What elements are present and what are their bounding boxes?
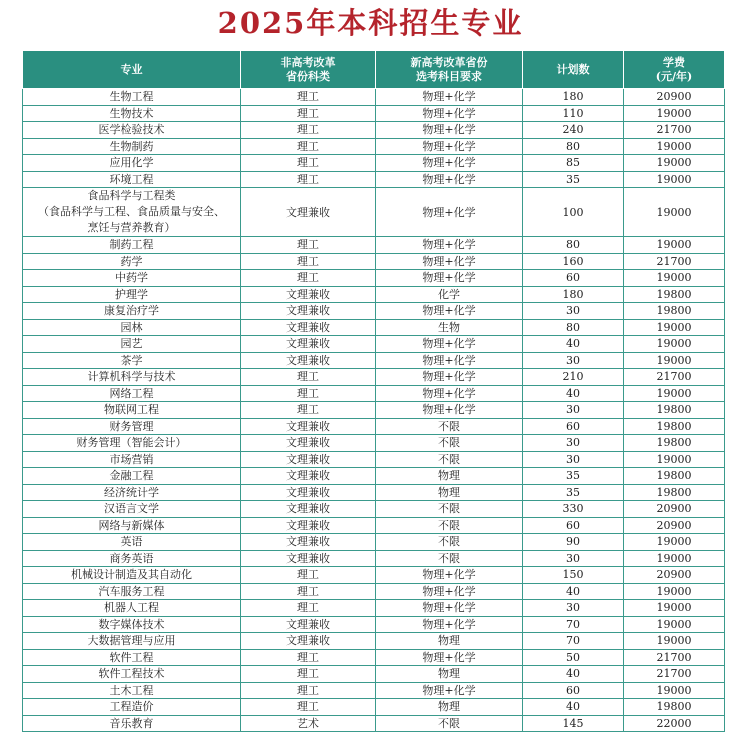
cell-category: 文理兼收 [241, 303, 376, 320]
cell-category: 文理兼收 [241, 517, 376, 534]
cell-major: 英语 [23, 534, 241, 551]
cell-plan: 70 [523, 633, 624, 650]
header-major: 专业 [23, 51, 241, 89]
cell-major: 软件工程技术 [23, 666, 241, 683]
cell-major: 园艺 [23, 336, 241, 353]
cell-subjects: 化学 [376, 286, 523, 303]
cell-major-line: （食品科学与工程、食品质量与安全、 [38, 205, 225, 218]
cell-tuition: 19800 [624, 484, 725, 501]
cell-major: 计算机科学与技术 [23, 369, 241, 386]
cell-subjects: 物理+化学 [376, 600, 523, 617]
cell-category: 理工 [241, 155, 376, 172]
cell-category: 文理兼收 [241, 286, 376, 303]
cell-category: 理工 [241, 600, 376, 617]
cell-major: 数字媒体技术 [23, 616, 241, 633]
table-row [23, 666, 725, 683]
cell-subjects: 物理+化学 [376, 105, 523, 122]
table-row [23, 468, 725, 485]
cell-subjects: 物理+化学 [376, 89, 523, 106]
cell-category: 理工 [241, 583, 376, 600]
cell-tuition: 19000 [624, 682, 725, 699]
cell-plan: 30 [523, 303, 624, 320]
cell-tuition: 22000 [624, 715, 725, 732]
cell-major: 市场营销 [23, 451, 241, 468]
cell-tuition: 19000 [624, 583, 725, 600]
cell-subjects: 物理 [376, 468, 523, 485]
cell-category: 艺术 [241, 715, 376, 732]
table-row [23, 385, 725, 402]
header-tuition: 学费 (元/年) [624, 51, 725, 89]
cell-category: 理工 [241, 270, 376, 287]
cell-major: 财务管理 [23, 418, 241, 435]
cell-category: 理工 [241, 237, 376, 254]
cell-plan: 180 [523, 286, 624, 303]
cell-tuition: 19000 [624, 352, 725, 369]
cell-subjects: 不限 [376, 501, 523, 518]
cell-subjects: 不限 [376, 534, 523, 551]
table-row [23, 699, 725, 716]
cell-category: 文理兼收 [241, 336, 376, 353]
cell-subjects: 物理+化学 [376, 385, 523, 402]
admissions-table [22, 51, 725, 732]
cell-major: 软件工程 [23, 649, 241, 666]
header-category: 非高考改革 省份科类 [241, 51, 376, 89]
table-row [23, 567, 725, 584]
cell-major: 医学检验技术 [23, 122, 241, 139]
cell-tuition: 19000 [624, 237, 725, 254]
cell-plan: 145 [523, 715, 624, 732]
table-row [23, 682, 725, 699]
cell-subjects: 物理+化学 [376, 155, 523, 172]
cell-plan: 110 [523, 105, 624, 122]
table-row [23, 303, 725, 320]
cell-plan: 30 [523, 451, 624, 468]
header-plan: 计划数 [523, 51, 624, 89]
cell-plan: 40 [523, 666, 624, 683]
cell-tuition: 20900 [624, 567, 725, 584]
cell-subjects: 物理+化学 [376, 369, 523, 386]
cell-plan: 30 [523, 402, 624, 419]
table-row [23, 253, 725, 270]
cell-category: 理工 [241, 567, 376, 584]
cell-subjects: 不限 [376, 451, 523, 468]
table-row [23, 369, 725, 386]
cell-category: 文理兼收 [241, 468, 376, 485]
cell-major: 大数据管理与应用 [23, 633, 241, 650]
cell-major: 生物制药 [23, 138, 241, 155]
cell-tuition: 19000 [624, 138, 725, 155]
cell-tuition: 19800 [624, 286, 725, 303]
cell-plan: 180 [523, 89, 624, 106]
cell-tuition: 19000 [624, 270, 725, 287]
table-row [23, 286, 725, 303]
cell-tuition: 19000 [624, 616, 725, 633]
cell-major: 生物技术 [23, 105, 241, 122]
cell-major-line: 烹饪与营养教育） [87, 221, 176, 234]
cell-category: 理工 [241, 369, 376, 386]
cell-tuition: 19000 [624, 451, 725, 468]
cell-plan: 35 [523, 468, 624, 485]
table-row [23, 616, 725, 633]
table-body [23, 89, 725, 732]
cell-major: 网络工程 [23, 385, 241, 402]
cell-plan: 210 [523, 369, 624, 386]
cell-major: 经济统计学 [23, 484, 241, 501]
cell-plan: 85 [523, 155, 624, 172]
table-row [23, 600, 725, 617]
cell-subjects: 物理+化学 [376, 253, 523, 270]
table-row [23, 188, 725, 237]
table-row [23, 517, 725, 534]
cell-plan: 50 [523, 649, 624, 666]
cell-tuition: 20900 [624, 517, 725, 534]
table-row [23, 155, 725, 172]
cell-plan: 60 [523, 517, 624, 534]
table-row [23, 418, 725, 435]
table-header [23, 51, 725, 89]
table-row [23, 336, 725, 353]
cell-subjects: 物理+化学 [376, 352, 523, 369]
cell-subjects: 不限 [376, 418, 523, 435]
cell-plan: 35 [523, 171, 624, 188]
cell-tuition: 20900 [624, 501, 725, 518]
cell-subjects: 物理 [376, 484, 523, 501]
cell-category: 理工 [241, 89, 376, 106]
table-row [23, 633, 725, 650]
table-row [23, 715, 725, 732]
cell-plan: 100 [523, 188, 624, 237]
cell-plan: 70 [523, 616, 624, 633]
cell-subjects: 生物 [376, 319, 523, 336]
cell-subjects: 物理+化学 [376, 188, 523, 237]
cell-subjects: 物理+化学 [376, 138, 523, 155]
cell-tuition: 19800 [624, 435, 725, 452]
cell-tuition: 19800 [624, 303, 725, 320]
cell-plan: 240 [523, 122, 624, 139]
cell-category: 理工 [241, 171, 376, 188]
cell-plan: 40 [523, 583, 624, 600]
cell-category: 理工 [241, 105, 376, 122]
cell-plan: 80 [523, 237, 624, 254]
cell-subjects: 物理+化学 [376, 122, 523, 139]
page-title: 2025年本科招生专业 [217, 6, 524, 40]
cell-plan: 40 [523, 385, 624, 402]
cell-subjects: 物理+化学 [376, 336, 523, 353]
cell-major: 茶学 [23, 352, 241, 369]
cell-tuition: 21700 [624, 666, 725, 683]
cell-subjects: 物理+化学 [376, 616, 523, 633]
cell-tuition: 19000 [624, 188, 725, 237]
cell-subjects: 物理+化学 [376, 237, 523, 254]
table-row [23, 105, 725, 122]
cell-major: 商务英语 [23, 550, 241, 567]
cell-major: 汽车服务工程 [23, 583, 241, 600]
cell-tuition: 21700 [624, 122, 725, 139]
cell-tuition: 19000 [624, 633, 725, 650]
table-row [23, 534, 725, 551]
cell-tuition: 19800 [624, 402, 725, 419]
cell-major: 音乐教育 [23, 715, 241, 732]
cell-subjects: 物理+化学 [376, 270, 523, 287]
cell-subjects: 物理 [376, 699, 523, 716]
cell-tuition: 19000 [624, 336, 725, 353]
cell-tuition: 19000 [624, 171, 725, 188]
cell-tuition: 19800 [624, 699, 725, 716]
cell-category: 文理兼收 [241, 188, 376, 237]
cell-subjects: 不限 [376, 715, 523, 732]
cell-subjects: 物理+化学 [376, 649, 523, 666]
table-row [23, 138, 725, 155]
cell-subjects: 物理+化学 [376, 303, 523, 320]
table-row [23, 171, 725, 188]
cell-plan: 60 [523, 418, 624, 435]
cell-major-line: 食品科学与工程类 [87, 189, 176, 202]
cell-tuition: 19000 [624, 534, 725, 551]
cell-tuition: 19800 [624, 468, 725, 485]
cell-category: 文理兼收 [241, 319, 376, 336]
cell-major: 生物工程 [23, 89, 241, 106]
cell-category: 文理兼收 [241, 501, 376, 518]
cell-subjects: 不限 [376, 517, 523, 534]
cell-plan: 60 [523, 682, 624, 699]
table-row [23, 550, 725, 567]
cell-plan: 30 [523, 600, 624, 617]
cell-category: 理工 [241, 402, 376, 419]
cell-subjects: 物理+化学 [376, 682, 523, 699]
cell-major: 工程造价 [23, 699, 241, 716]
cell-major [23, 188, 241, 237]
cell-major: 土木工程 [23, 682, 241, 699]
cell-plan: 80 [523, 319, 624, 336]
header-subjects: 新高考改革省份 选考科目要求 [376, 51, 523, 89]
cell-category: 理工 [241, 666, 376, 683]
cell-major: 康复治疗学 [23, 303, 241, 320]
cell-plan: 60 [523, 270, 624, 287]
cell-category: 理工 [241, 138, 376, 155]
cell-category: 理工 [241, 122, 376, 139]
table-row [23, 89, 725, 106]
cell-subjects: 物理+化学 [376, 402, 523, 419]
cell-subjects: 不限 [376, 435, 523, 452]
cell-plan: 80 [523, 138, 624, 155]
cell-category: 理工 [241, 682, 376, 699]
cell-tuition: 19000 [624, 550, 725, 567]
cell-major: 网络与新媒体 [23, 517, 241, 534]
table-row [23, 451, 725, 468]
cell-subjects: 物理+化学 [376, 583, 523, 600]
cell-category: 文理兼收 [241, 435, 376, 452]
cell-plan: 160 [523, 253, 624, 270]
table-row [23, 122, 725, 139]
cell-category: 理工 [241, 385, 376, 402]
cell-subjects: 物理 [376, 666, 523, 683]
cell-subjects: 物理+化学 [376, 567, 523, 584]
cell-plan: 40 [523, 699, 624, 716]
cell-major: 护理学 [23, 286, 241, 303]
cell-plan: 40 [523, 336, 624, 353]
cell-category: 理工 [241, 699, 376, 716]
table-row [23, 649, 725, 666]
cell-category: 理工 [241, 649, 376, 666]
table-row [23, 270, 725, 287]
cell-tuition: 19000 [624, 600, 725, 617]
cell-major: 环境工程 [23, 171, 241, 188]
cell-plan: 30 [523, 352, 624, 369]
cell-plan: 330 [523, 501, 624, 518]
cell-tuition: 19800 [624, 418, 725, 435]
cell-major: 园林 [23, 319, 241, 336]
cell-major: 机械设计制造及其自动化 [23, 567, 241, 584]
cell-plan: 30 [523, 550, 624, 567]
cell-major: 汉语言文学 [23, 501, 241, 518]
cell-major: 制药工程 [23, 237, 241, 254]
table-row [23, 237, 725, 254]
table-row [23, 484, 725, 501]
table-row [23, 402, 725, 419]
cell-category: 理工 [241, 253, 376, 270]
cell-major: 物联网工程 [23, 402, 241, 419]
cell-category: 文理兼收 [241, 534, 376, 551]
cell-subjects: 不限 [376, 550, 523, 567]
cell-category: 文理兼收 [241, 352, 376, 369]
cell-subjects: 物理+化学 [376, 171, 523, 188]
cell-major: 药学 [23, 253, 241, 270]
table-row [23, 319, 725, 336]
table-row [23, 501, 725, 518]
cell-plan: 150 [523, 567, 624, 584]
cell-major: 财务管理（智能会计） [23, 435, 241, 452]
cell-tuition: 20900 [624, 89, 725, 106]
cell-category: 文理兼收 [241, 550, 376, 567]
cell-subjects: 物理 [376, 633, 523, 650]
cell-category: 文理兼收 [241, 418, 376, 435]
cell-tuition: 21700 [624, 253, 725, 270]
table-row [23, 352, 725, 369]
cell-tuition: 21700 [624, 369, 725, 386]
cell-tuition: 19000 [624, 105, 725, 122]
cell-tuition: 19000 [624, 385, 725, 402]
cell-tuition: 21700 [624, 649, 725, 666]
cell-category: 文理兼收 [241, 484, 376, 501]
cell-major: 机器人工程 [23, 600, 241, 617]
cell-category: 文理兼收 [241, 633, 376, 650]
cell-category: 文理兼收 [241, 451, 376, 468]
table-row [23, 435, 725, 452]
cell-tuition: 19000 [624, 319, 725, 336]
cell-plan: 35 [523, 484, 624, 501]
cell-major: 金融工程 [23, 468, 241, 485]
cell-major: 应用化学 [23, 155, 241, 172]
table-row [23, 583, 725, 600]
cell-plan: 90 [523, 534, 624, 551]
cell-category: 文理兼收 [241, 616, 376, 633]
cell-tuition: 19000 [624, 155, 725, 172]
cell-major: 中药学 [23, 270, 241, 287]
cell-plan: 30 [523, 435, 624, 452]
